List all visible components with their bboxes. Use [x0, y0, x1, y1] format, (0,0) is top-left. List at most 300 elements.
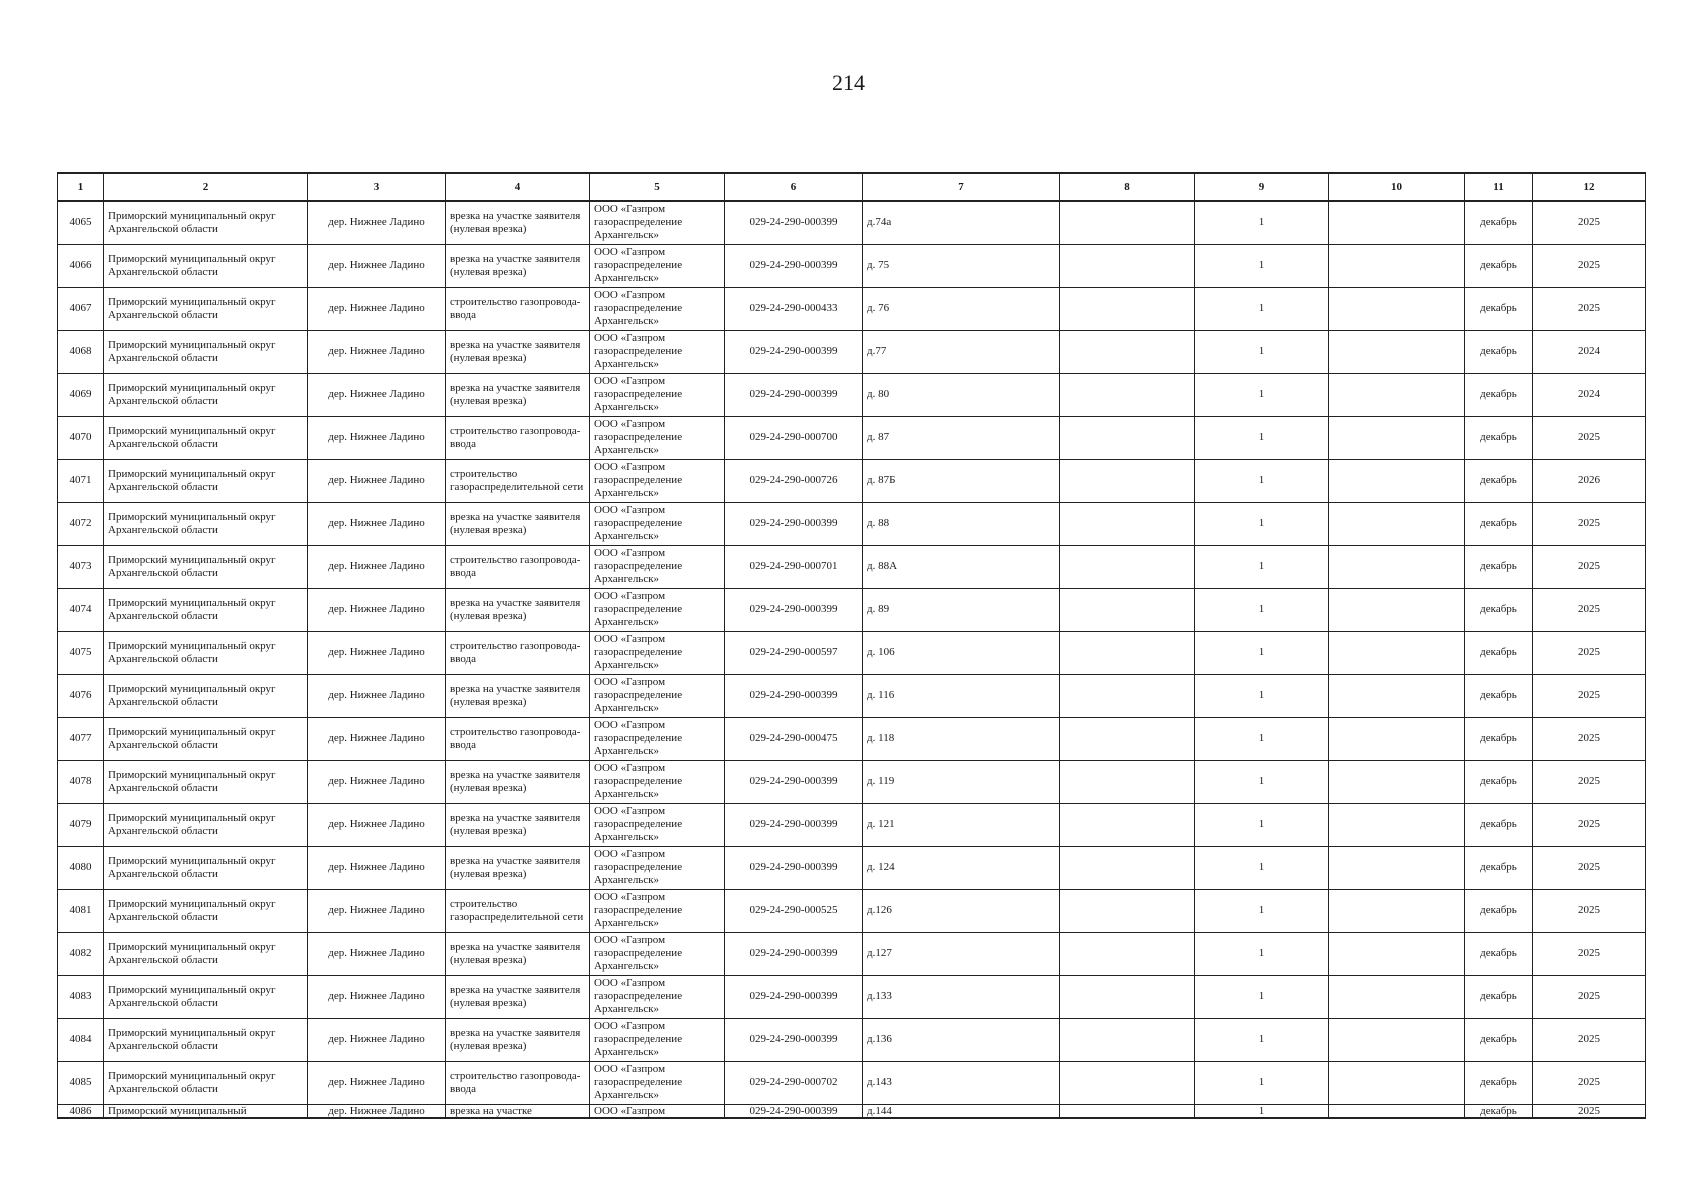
- column-header-10: 10: [1329, 173, 1465, 201]
- column-8-cell: [1060, 803, 1195, 846]
- row-number: 4071: [58, 459, 104, 502]
- quantity: 1: [1195, 1061, 1329, 1104]
- address: д.126: [863, 889, 1060, 932]
- quantity: 1: [1195, 588, 1329, 631]
- work-type: врезка на участке заявителя (нулевая врезка): [446, 760, 590, 803]
- year: 2025: [1533, 416, 1646, 459]
- table-row: [58, 803, 1646, 846]
- municipality: Приморский муниципальный округ Архангельской области: [104, 631, 308, 674]
- address: д. 76: [863, 287, 1060, 330]
- table-row: [58, 244, 1646, 287]
- row-number: 4078: [58, 760, 104, 803]
- municipality: Приморский муниципальный: [104, 1104, 308, 1118]
- table-header-row: [58, 173, 1646, 201]
- work-type: строительство газораспределительной сети: [446, 889, 590, 932]
- object-code: 029-24-290-000525: [725, 889, 863, 932]
- month: декабрь: [1465, 459, 1533, 502]
- column-10-cell: [1329, 1061, 1465, 1104]
- address: д.127: [863, 932, 1060, 975]
- row-number: 4079: [58, 803, 104, 846]
- municipality: Приморский муниципальный округ Архангельской области: [104, 244, 308, 287]
- organization: ООО «Газпром газораспределение Архангельск»: [590, 803, 725, 846]
- address: д. 119: [863, 760, 1060, 803]
- year: 2025: [1533, 1061, 1646, 1104]
- work-type: врезка на участке заявителя (нулевая врезка): [446, 244, 590, 287]
- column-8-cell: [1060, 889, 1195, 932]
- organization: ООО «Газпром: [590, 1104, 725, 1118]
- month: декабрь: [1465, 330, 1533, 373]
- table-row: [58, 846, 1646, 889]
- quantity: 1: [1195, 287, 1329, 330]
- locality: дер. Нижнее Ладино: [308, 502, 446, 545]
- table-row: [58, 760, 1646, 803]
- table-row: [58, 201, 1646, 244]
- column-header-6: 6: [725, 173, 863, 201]
- column-8-cell: [1060, 975, 1195, 1018]
- column-header-9: 9: [1195, 173, 1329, 201]
- address: д. 116: [863, 674, 1060, 717]
- table-row: [58, 502, 1646, 545]
- year: 2025: [1533, 760, 1646, 803]
- row-number: 4081: [58, 889, 104, 932]
- row-number: 4072: [58, 502, 104, 545]
- work-type: врезка на участке заявителя (нулевая врезка): [446, 588, 590, 631]
- column-8-cell: [1060, 588, 1195, 631]
- work-type: врезка на участке заявителя (нулевая врезка): [446, 502, 590, 545]
- work-type: врезка на участке заявителя (нулевая врезка): [446, 674, 590, 717]
- municipality: Приморский муниципальный округ Архангельской области: [104, 932, 308, 975]
- municipality: Приморский муниципальный округ Архангельской области: [104, 416, 308, 459]
- column-10-cell: [1329, 373, 1465, 416]
- address: д. 80: [863, 373, 1060, 416]
- table-row: [58, 631, 1646, 674]
- municipality: Приморский муниципальный округ Архангельской области: [104, 287, 308, 330]
- municipality: Приморский муниципальный округ Архангельской области: [104, 330, 308, 373]
- work-type: врезка на участке заявителя (нулевая врезка): [446, 932, 590, 975]
- object-code: 029-24-290-000399: [725, 1104, 863, 1118]
- row-number: 4084: [58, 1018, 104, 1061]
- row-number: 4068: [58, 330, 104, 373]
- organization: ООО «Газпром газораспределение Архангельск»: [590, 459, 725, 502]
- column-10-cell: [1329, 545, 1465, 588]
- column-8-cell: [1060, 1104, 1195, 1118]
- row-number: 4083: [58, 975, 104, 1018]
- locality: дер. Нижнее Ладино: [308, 588, 446, 631]
- locality: дер. Нижнее Ладино: [308, 244, 446, 287]
- year: 2025: [1533, 674, 1646, 717]
- column-10-cell: [1329, 287, 1465, 330]
- month: декабрь: [1465, 717, 1533, 760]
- column-10-cell: [1329, 760, 1465, 803]
- month: декабрь: [1465, 1104, 1533, 1118]
- address: д. 87: [863, 416, 1060, 459]
- object-code: 029-24-290-000399: [725, 502, 863, 545]
- year: 2025: [1533, 1104, 1646, 1118]
- object-code: 029-24-290-000726: [725, 459, 863, 502]
- locality: дер. Нижнее Ладино: [308, 459, 446, 502]
- quantity: 1: [1195, 416, 1329, 459]
- column-8-cell: [1060, 932, 1195, 975]
- table-row: [58, 287, 1646, 330]
- year: 2025: [1533, 932, 1646, 975]
- organization: ООО «Газпром газораспределение Архангельск»: [590, 416, 725, 459]
- municipality: Приморский муниципальный округ Архангельской области: [104, 545, 308, 588]
- table-row: [58, 545, 1646, 588]
- work-type: строительство газопровода-ввода: [446, 717, 590, 760]
- locality: дер. Нижнее Ладино: [308, 287, 446, 330]
- column-header-12: 12: [1533, 173, 1646, 201]
- organization: ООО «Газпром газораспределение Архангельск»: [590, 932, 725, 975]
- month: декабрь: [1465, 975, 1533, 1018]
- locality: дер. Нижнее Ладино: [308, 1018, 446, 1061]
- table-row: [58, 932, 1646, 975]
- column-10-cell: [1329, 502, 1465, 545]
- column-8-cell: [1060, 201, 1195, 244]
- work-type: врезка на участке заявителя (нулевая врезка): [446, 846, 590, 889]
- quantity: 1: [1195, 330, 1329, 373]
- year: 2025: [1533, 846, 1646, 889]
- address: д.136: [863, 1018, 1060, 1061]
- month: декабрь: [1465, 502, 1533, 545]
- column-header-3: 3: [308, 173, 446, 201]
- column-8-cell: [1060, 631, 1195, 674]
- month: декабрь: [1465, 674, 1533, 717]
- quantity: 1: [1195, 803, 1329, 846]
- table-row: [58, 674, 1646, 717]
- object-code: 029-24-290-000399: [725, 932, 863, 975]
- municipality: Приморский муниципальный округ Архангельской области: [104, 1061, 308, 1104]
- object-code: 029-24-290-000701: [725, 545, 863, 588]
- column-header-1: 1: [58, 173, 104, 201]
- month: декабрь: [1465, 201, 1533, 244]
- object-code: 029-24-290-000597: [725, 631, 863, 674]
- municipality: Приморский муниципальный округ Архангельской области: [104, 588, 308, 631]
- year: 2025: [1533, 889, 1646, 932]
- column-10-cell: [1329, 1104, 1465, 1118]
- municipality: Приморский муниципальный округ Архангельской области: [104, 803, 308, 846]
- quantity: 1: [1195, 545, 1329, 588]
- locality: дер. Нижнее Ладино: [308, 717, 446, 760]
- municipality: Приморский муниципальный округ Архангельской области: [104, 846, 308, 889]
- column-8-cell: [1060, 717, 1195, 760]
- quantity: 1: [1195, 674, 1329, 717]
- column-10-cell: [1329, 846, 1465, 889]
- municipality: Приморский муниципальный округ Архангельской области: [104, 373, 308, 416]
- month: декабрь: [1465, 932, 1533, 975]
- municipality: Приморский муниципальный округ Архангельской области: [104, 459, 308, 502]
- column-8-cell: [1060, 545, 1195, 588]
- column-10-cell: [1329, 674, 1465, 717]
- row-number: 4075: [58, 631, 104, 674]
- year: 2025: [1533, 545, 1646, 588]
- month: декабрь: [1465, 416, 1533, 459]
- year: 2025: [1533, 244, 1646, 287]
- row-number: 4073: [58, 545, 104, 588]
- locality: дер. Нижнее Ладино: [308, 1061, 446, 1104]
- column-8-cell: [1060, 287, 1195, 330]
- column-8-cell: [1060, 846, 1195, 889]
- object-code: 029-24-290-000475: [725, 717, 863, 760]
- object-code: 029-24-290-000399: [725, 588, 863, 631]
- column-10-cell: [1329, 631, 1465, 674]
- address: д.77: [863, 330, 1060, 373]
- column-10-cell: [1329, 244, 1465, 287]
- locality: дер. Нижнее Ладино: [308, 416, 446, 459]
- row-number: 4085: [58, 1061, 104, 1104]
- month: декабрь: [1465, 1061, 1533, 1104]
- row-number: 4082: [58, 932, 104, 975]
- column-10-cell: [1329, 975, 1465, 1018]
- locality: дер. Нижнее Ладино: [308, 846, 446, 889]
- address: д. 121: [863, 803, 1060, 846]
- column-header-4: 4: [446, 173, 590, 201]
- municipality: Приморский муниципальный округ Архангельской области: [104, 502, 308, 545]
- locality: дер. Нижнее Ладино: [308, 975, 446, 1018]
- table-row: [58, 975, 1646, 1018]
- address: д.144: [863, 1104, 1060, 1118]
- organization: ООО «Газпром газораспределение Архангельск»: [590, 889, 725, 932]
- work-type: врезка на участке заявителя (нулевая врезка): [446, 1018, 590, 1061]
- organization: ООО «Газпром газораспределение Архангельск»: [590, 717, 725, 760]
- object-code: 029-24-290-000399: [725, 846, 863, 889]
- work-type: врезка на участке заявителя (нулевая врезка): [446, 803, 590, 846]
- address: д. 88: [863, 502, 1060, 545]
- organization: ООО «Газпром газораспределение Архангельск»: [590, 545, 725, 588]
- organization: ООО «Газпром газораспределение Архангельск»: [590, 373, 725, 416]
- address: д. 124: [863, 846, 1060, 889]
- object-code: 029-24-290-000433: [725, 287, 863, 330]
- month: декабрь: [1465, 545, 1533, 588]
- table-row: [58, 330, 1646, 373]
- data-table: [57, 172, 1646, 1119]
- year: 2025: [1533, 717, 1646, 760]
- year: 2024: [1533, 373, 1646, 416]
- quantity: 1: [1195, 932, 1329, 975]
- quantity: 1: [1195, 244, 1329, 287]
- column-8-cell: [1060, 373, 1195, 416]
- work-type: врезка на участке: [446, 1104, 590, 1118]
- quantity: 1: [1195, 502, 1329, 545]
- table-row: [58, 588, 1646, 631]
- work-type: врезка на участке заявителя (нулевая врезка): [446, 201, 590, 244]
- work-type: строительство газораспределительной сети: [446, 459, 590, 502]
- year: 2024: [1533, 330, 1646, 373]
- object-code: 029-24-290-000399: [725, 1018, 863, 1061]
- municipality: Приморский муниципальный округ Архангельской области: [104, 760, 308, 803]
- municipality: Приморский муниципальный округ Архангельской области: [104, 1018, 308, 1061]
- organization: ООО «Газпром газораспределение Архангельск»: [590, 330, 725, 373]
- municipality: Приморский муниципальный округ Архангельской области: [104, 201, 308, 244]
- column-10-cell: [1329, 201, 1465, 244]
- year: 2025: [1533, 502, 1646, 545]
- column-8-cell: [1060, 502, 1195, 545]
- quantity: 1: [1195, 1018, 1329, 1061]
- organization: ООО «Газпром газораспределение Архангельск»: [590, 1018, 725, 1061]
- row-number: 4077: [58, 717, 104, 760]
- locality: дер. Нижнее Ладино: [308, 631, 446, 674]
- work-type: строительство газопровода-ввода: [446, 287, 590, 330]
- quantity: 1: [1195, 889, 1329, 932]
- table-body: [58, 201, 1646, 1118]
- object-code: 029-24-290-000399: [725, 244, 863, 287]
- column-8-cell: [1060, 1018, 1195, 1061]
- object-code: 029-24-290-000399: [725, 760, 863, 803]
- column-10-cell: [1329, 803, 1465, 846]
- organization: ООО «Газпром газораспределение Архангельск»: [590, 287, 725, 330]
- column-10-cell: [1329, 416, 1465, 459]
- year: 2025: [1533, 975, 1646, 1018]
- table-row: [58, 717, 1646, 760]
- row-number: 4066: [58, 244, 104, 287]
- object-code: 029-24-290-000700: [725, 416, 863, 459]
- organization: ООО «Газпром газораспределение Архангельск»: [590, 760, 725, 803]
- locality: дер. Нижнее Ладино: [308, 932, 446, 975]
- municipality: Приморский муниципальный округ Архангельской области: [104, 674, 308, 717]
- page-number: 214: [832, 70, 865, 95]
- month: декабрь: [1465, 760, 1533, 803]
- column-8-cell: [1060, 330, 1195, 373]
- quantity: 1: [1195, 201, 1329, 244]
- column-8-cell: [1060, 459, 1195, 502]
- object-code: 029-24-290-000399: [725, 803, 863, 846]
- column-10-cell: [1329, 1018, 1465, 1061]
- quantity: 1: [1195, 373, 1329, 416]
- year: 2025: [1533, 287, 1646, 330]
- organization: ООО «Газпром газораспределение Архангельск»: [590, 975, 725, 1018]
- table-row: [58, 1104, 1646, 1118]
- table-row: [58, 416, 1646, 459]
- quantity: 1: [1195, 975, 1329, 1018]
- locality: дер. Нижнее Ладино: [308, 201, 446, 244]
- address: д.74а: [863, 201, 1060, 244]
- column-8-cell: [1060, 760, 1195, 803]
- column-header-2: 2: [104, 173, 308, 201]
- column-10-cell: [1329, 459, 1465, 502]
- column-8-cell: [1060, 1061, 1195, 1104]
- month: декабрь: [1465, 889, 1533, 932]
- column-8-cell: [1060, 416, 1195, 459]
- column-header-7: 7: [863, 173, 1060, 201]
- year: 2025: [1533, 1018, 1646, 1061]
- column-10-cell: [1329, 717, 1465, 760]
- row-number: 4076: [58, 674, 104, 717]
- object-code: 029-24-290-000399: [725, 201, 863, 244]
- organization: ООО «Газпром газораспределение Архангельск»: [590, 674, 725, 717]
- row-number: 4067: [58, 287, 104, 330]
- column-8-cell: [1060, 674, 1195, 717]
- work-type: строительство газопровода-ввода: [446, 416, 590, 459]
- object-code: 029-24-290-000399: [725, 674, 863, 717]
- row-number: 4065: [58, 201, 104, 244]
- column-10-cell: [1329, 588, 1465, 631]
- table-row: [58, 459, 1646, 502]
- column-header-5: 5: [590, 173, 725, 201]
- address: д. 89: [863, 588, 1060, 631]
- table-row: [58, 1061, 1646, 1104]
- year: 2025: [1533, 588, 1646, 631]
- work-type: строительство газопровода-ввода: [446, 631, 590, 674]
- year: 2025: [1533, 803, 1646, 846]
- locality: дер. Нижнее Ладино: [308, 760, 446, 803]
- year: 2026: [1533, 459, 1646, 502]
- locality: дер. Нижнее Ладино: [308, 330, 446, 373]
- row-number: 4069: [58, 373, 104, 416]
- quantity: 1: [1195, 631, 1329, 674]
- table-row: [58, 1018, 1646, 1061]
- municipality: Приморский муниципальный округ Архангельской области: [104, 975, 308, 1018]
- municipality: Приморский муниципальный округ Архангельской области: [104, 889, 308, 932]
- organization: ООО «Газпром газораспределение Архангельск»: [590, 201, 725, 244]
- work-type: врезка на участке заявителя (нулевая врезка): [446, 373, 590, 416]
- table-row: [58, 889, 1646, 932]
- address: д. 118: [863, 717, 1060, 760]
- row-number: 4070: [58, 416, 104, 459]
- month: декабрь: [1465, 1018, 1533, 1061]
- locality: дер. Нижнее Ладино: [308, 674, 446, 717]
- month: декабрь: [1465, 287, 1533, 330]
- work-type: врезка на участке заявителя (нулевая врезка): [446, 975, 590, 1018]
- address: д. 87Б: [863, 459, 1060, 502]
- row-number: 4080: [58, 846, 104, 889]
- month: декабрь: [1465, 588, 1533, 631]
- year: 2025: [1533, 201, 1646, 244]
- quantity: 1: [1195, 1104, 1329, 1118]
- month: декабрь: [1465, 244, 1533, 287]
- organization: ООО «Газпром газораспределение Архангельск»: [590, 631, 725, 674]
- organization: ООО «Газпром газораспределение Архангельск»: [590, 244, 725, 287]
- organization: ООО «Газпром газораспределение Архангельск»: [590, 588, 725, 631]
- year: 2025: [1533, 631, 1646, 674]
- quantity: 1: [1195, 717, 1329, 760]
- column-8-cell: [1060, 244, 1195, 287]
- work-type: врезка на участке заявителя (нулевая врезка): [446, 330, 590, 373]
- locality: дер. Нижнее Ладино: [308, 545, 446, 588]
- row-number: 4086: [58, 1104, 104, 1118]
- locality: дер. Нижнее Ладино: [308, 803, 446, 846]
- locality: дер. Нижнее Ладино: [308, 373, 446, 416]
- column-header-11: 11: [1465, 173, 1533, 201]
- address: д.133: [863, 975, 1060, 1018]
- column-header-8: 8: [1060, 173, 1195, 201]
- address: д. 106: [863, 631, 1060, 674]
- row-number: 4074: [58, 588, 104, 631]
- address: д. 75: [863, 244, 1060, 287]
- month: декабрь: [1465, 631, 1533, 674]
- quantity: 1: [1195, 459, 1329, 502]
- column-10-cell: [1329, 889, 1465, 932]
- organization: ООО «Газпром газораспределение Архангельск»: [590, 846, 725, 889]
- address: д. 88А: [863, 545, 1060, 588]
- month: декабрь: [1465, 846, 1533, 889]
- locality: дер. Нижнее Ладино: [308, 889, 446, 932]
- table-row: [58, 373, 1646, 416]
- column-10-cell: [1329, 932, 1465, 975]
- work-type: строительство газопровода-ввода: [446, 545, 590, 588]
- work-type: строительство газопровода-ввода: [446, 1061, 590, 1104]
- object-code: 029-24-290-000399: [725, 330, 863, 373]
- quantity: 1: [1195, 846, 1329, 889]
- column-10-cell: [1329, 330, 1465, 373]
- municipality: Приморский муниципальный округ Архангельской области: [104, 717, 308, 760]
- address: д.143: [863, 1061, 1060, 1104]
- quantity: 1: [1195, 760, 1329, 803]
- month: декабрь: [1465, 803, 1533, 846]
- locality: дер. Нижнее Ладино: [308, 1104, 446, 1118]
- object-code: 029-24-290-000399: [725, 975, 863, 1018]
- organization: ООО «Газпром газораспределение Архангельск»: [590, 1061, 725, 1104]
- object-code: 029-24-290-000399: [725, 373, 863, 416]
- month: декабрь: [1465, 373, 1533, 416]
